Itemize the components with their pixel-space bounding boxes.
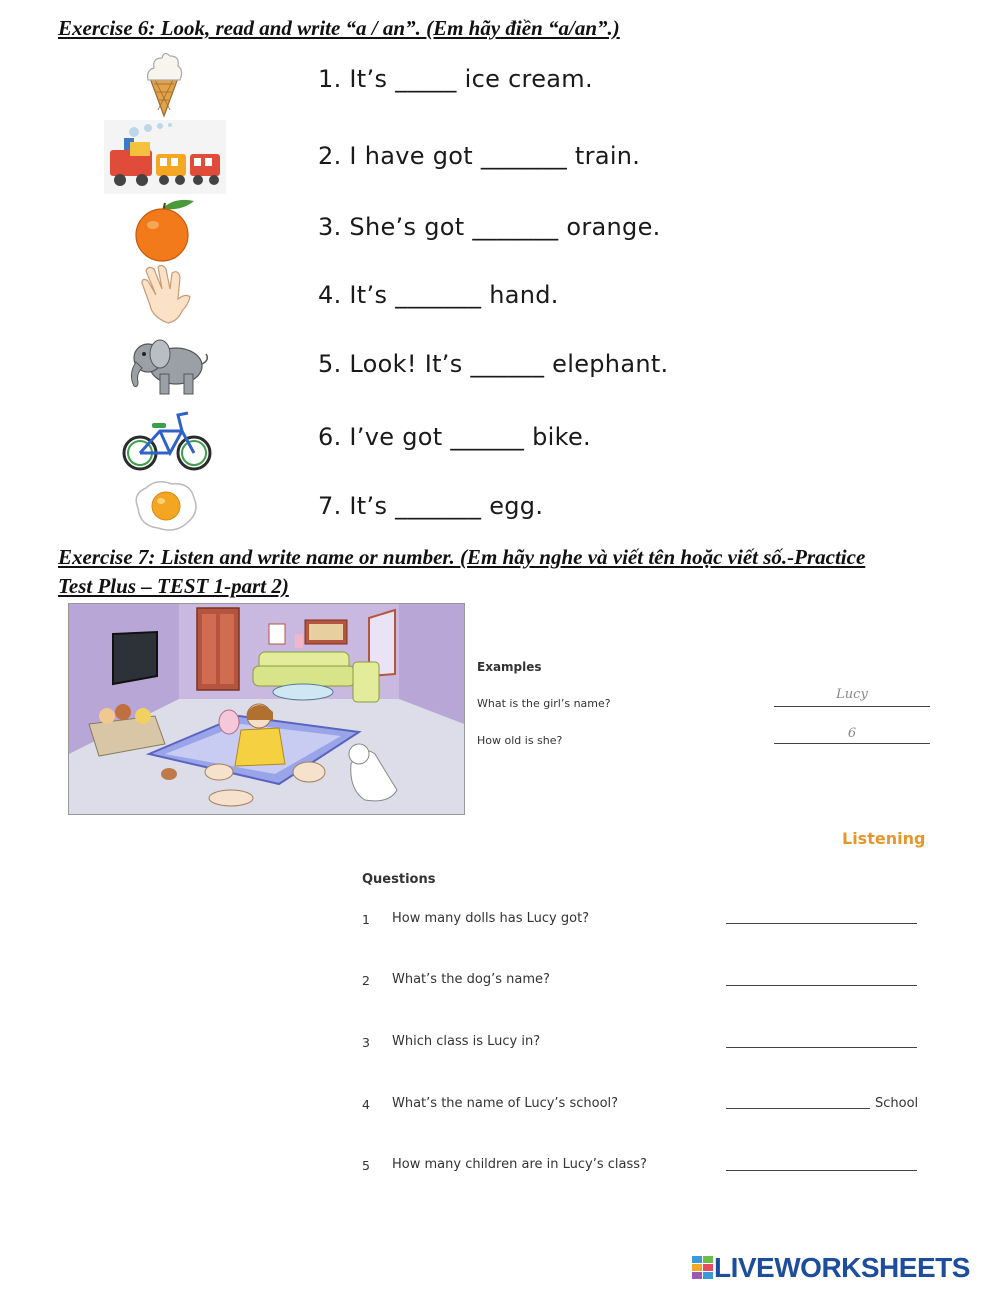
question-number: 2 — [362, 973, 370, 988]
question-number: 4 — [362, 1097, 370, 1112]
answer-input-5[interactable] — [726, 1170, 917, 1171]
question-text: Which class is Lucy in? — [392, 1034, 541, 1049]
question-text: How many children are in Lucy’s class? — [392, 1157, 647, 1172]
train-icon — [104, 120, 226, 194]
example-answer-1: Lucy — [836, 687, 868, 702]
exercise-7-title-line2: Test Plus – TEST 1-part 2) — [58, 574, 289, 598]
hand-icon — [138, 265, 194, 325]
sentence-2: 2. I have got _______ train. — [318, 142, 641, 170]
questions-heading: Questions — [362, 872, 436, 887]
question-number: 3 — [362, 1035, 370, 1050]
sentence-4: 4. It’s _______ hand. — [318, 281, 559, 309]
liveworksheets-logo-text: LIVEWORKSHEETS — [714, 1252, 970, 1283]
example-answer-line-2 — [774, 743, 930, 744]
exercise-6-title: Exercise 6: Look, read and write “a / an”. (Em hãy điền “a/an”.) — [58, 16, 620, 40]
example-answer-2: 6 — [847, 726, 857, 741]
egg-icon — [130, 478, 200, 534]
orange-icon — [132, 197, 196, 263]
exercise-7-title-line1: Exercise 7: Listen and write name or number. (Em hãy nghe và viết tên hoặc viết số.-Practice — [58, 545, 866, 569]
example-question-1: What is the girl’s name? — [477, 697, 611, 710]
living-room-scene — [69, 604, 464, 814]
sentence-1: 1. It’s _____ ice cream. — [318, 65, 593, 93]
answer-input-1[interactable] — [726, 923, 917, 924]
answer-input-3[interactable] — [726, 1047, 917, 1048]
listening-label: Listening — [842, 829, 926, 848]
sentence-3: 3. She’s got _______ orange. — [318, 213, 661, 241]
sentence-7: 7. It’s _______ egg. — [318, 492, 544, 520]
sentence-5: 5. Look! It’s ______ elephant. — [318, 350, 669, 378]
question-text: What’s the name of Lucy’s school? — [392, 1096, 619, 1111]
living-room-illustration — [68, 603, 465, 815]
liveworksheets-logo — [692, 1252, 970, 1284]
answer-input-2[interactable] — [726, 985, 917, 986]
answer-input-4[interactable] — [726, 1108, 870, 1109]
bike-icon — [120, 405, 214, 473]
question-number: 1 — [362, 912, 370, 927]
answer-suffix: School — [875, 1096, 919, 1111]
question-text: What’s the dog’s name? — [392, 972, 550, 987]
example-question-2: How old is she? — [477, 734, 563, 747]
sentence-6: 6. I’ve got ______ bike. — [318, 423, 591, 451]
elephant-icon — [126, 334, 210, 396]
liveworksheets-logo-icon — [692, 1256, 714, 1280]
question-number: 5 — [362, 1158, 370, 1173]
ice-cream-icon — [142, 50, 186, 118]
examples-heading: Examples — [477, 660, 542, 674]
question-text: How many dolls has Lucy got? — [392, 911, 590, 926]
example-answer-line-1 — [774, 706, 930, 707]
